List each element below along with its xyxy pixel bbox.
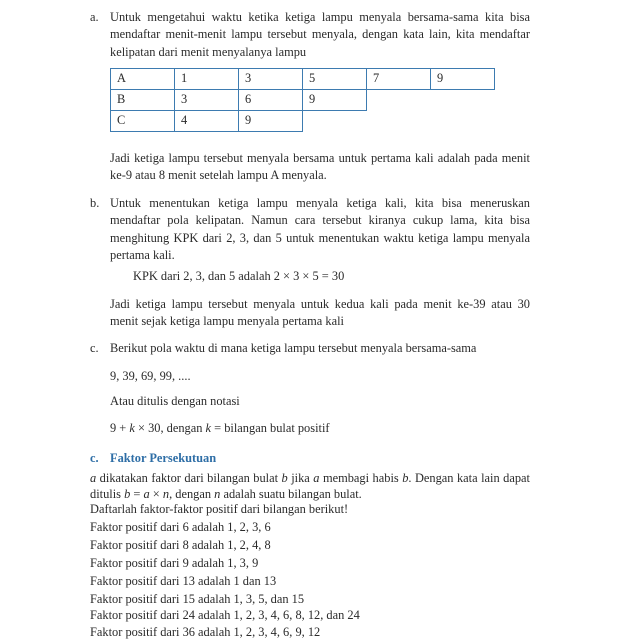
table-cell-empty [431, 111, 495, 132]
lamp-multiples-table [110, 68, 495, 132]
factor-list-item: Faktor positif dari 6 adalah 1, 2, 3, 6 [90, 520, 271, 534]
table-cell: 9 [303, 90, 367, 111]
table-cell: 1 [175, 69, 239, 90]
table-cell: 4 [175, 111, 239, 132]
factor-list-intro: Daftarlah faktor-faktor positif dari bilangan berikut! [90, 502, 349, 516]
table-cell: 7 [367, 69, 431, 90]
section-c-text: Berikut pola waktu di mana ketiga lampu tersebut menyala bersama-sama [110, 341, 477, 355]
kpk-formula: KPK dari 2, 3, dan 5 adalah 2 × 3 × 5 = 30 [133, 269, 345, 283]
factor-list-item: Faktor positif dari 8 adalah 1, 2, 4, 8 [90, 538, 271, 552]
section-a-intro: Untuk mengetahui waktu ketika ketiga lampu menyala bersama-sama kita bisa mendaftar menit-menit lampu tersebut menyala, dengan kata lain, kita mendaftar kelipatan dari menit menyalanya lampu [110, 10, 530, 59]
faktor-definition: a dikatakan faktor dari bilangan bulat b jika a membagi habis b. Dengan kata lain dapat ditulis b = a × n, dengan n adalah suatu bilangan bulat. [90, 471, 530, 501]
table-row-b [111, 90, 495, 111]
table-cell: 9 [431, 69, 495, 90]
faktor-section-marker: c. [90, 451, 99, 465]
table-cell: C [111, 111, 175, 132]
section-b-marker: b. [90, 196, 100, 210]
table-cell-empty [431, 90, 495, 111]
table-cell: B [111, 90, 175, 111]
table-cell: 6 [239, 90, 303, 111]
notation-formula: 9 + k × 30, dengan k = bilangan bulat positif [110, 421, 330, 435]
table-cell-empty [303, 111, 367, 132]
section-a-conclusion: Jadi ketiga lampu tersebut menyala bersama untuk pertama kali adalah pada menit ke-9 atau 8 menit setelah lampu A menyala. [110, 151, 530, 183]
table-cell-empty [367, 111, 431, 132]
table-row-c [111, 111, 495, 132]
table-cell: 5 [303, 69, 367, 90]
section-b-conclusion: Jadi ketiga lampu tersebut menyala untuk kedua kali pada menit ke-39 atau 30 menit sejak ketiga lampu menyala pertama kali [110, 297, 530, 329]
section-b-text: Untuk menentukan ketiga lampu menyala ketiga kali, kita bisa meneruskan mendaftar pola kelipatan. Namun cara tersebut kiranya cukup lama, kita bisa menghitung KPK dari 2, 3, dan 5 untuk menentukan waktu ketiga lampu menyala pertama kali. [110, 196, 530, 263]
table-cell: 9 [239, 111, 303, 132]
factor-list-item: Faktor positif dari 13 adalah 1 dan 13 [90, 574, 277, 588]
table-cell: 3 [239, 69, 303, 90]
notation-intro: Atau ditulis dengan notasi [110, 394, 240, 408]
table-cell-empty [367, 90, 431, 111]
sequence-line: 9, 39, 69, 99, .... [110, 369, 191, 383]
factor-list-item: Faktor positif dari 9 adalah 1, 3, 9 [90, 556, 259, 570]
table-cell: 3 [175, 90, 239, 111]
factor-list-item: Faktor positif dari 24 adalah 1, 2, 3, 4, 6, 8, 12, dan 24 [90, 608, 360, 622]
faktor-section-title: Faktor Persekutuan [110, 451, 217, 465]
factor-list-item: Faktor positif dari 36 adalah 1, 2, 3, 4, 6, 9, 12 [90, 625, 321, 639]
section-a-marker: a. [90, 10, 99, 24]
table-row-a [111, 69, 495, 90]
factor-list-item: Faktor positif dari 15 adalah 1, 3, 5, dan 15 [90, 592, 305, 606]
section-c-marker: c. [90, 341, 99, 355]
table-cell: A [111, 69, 175, 90]
